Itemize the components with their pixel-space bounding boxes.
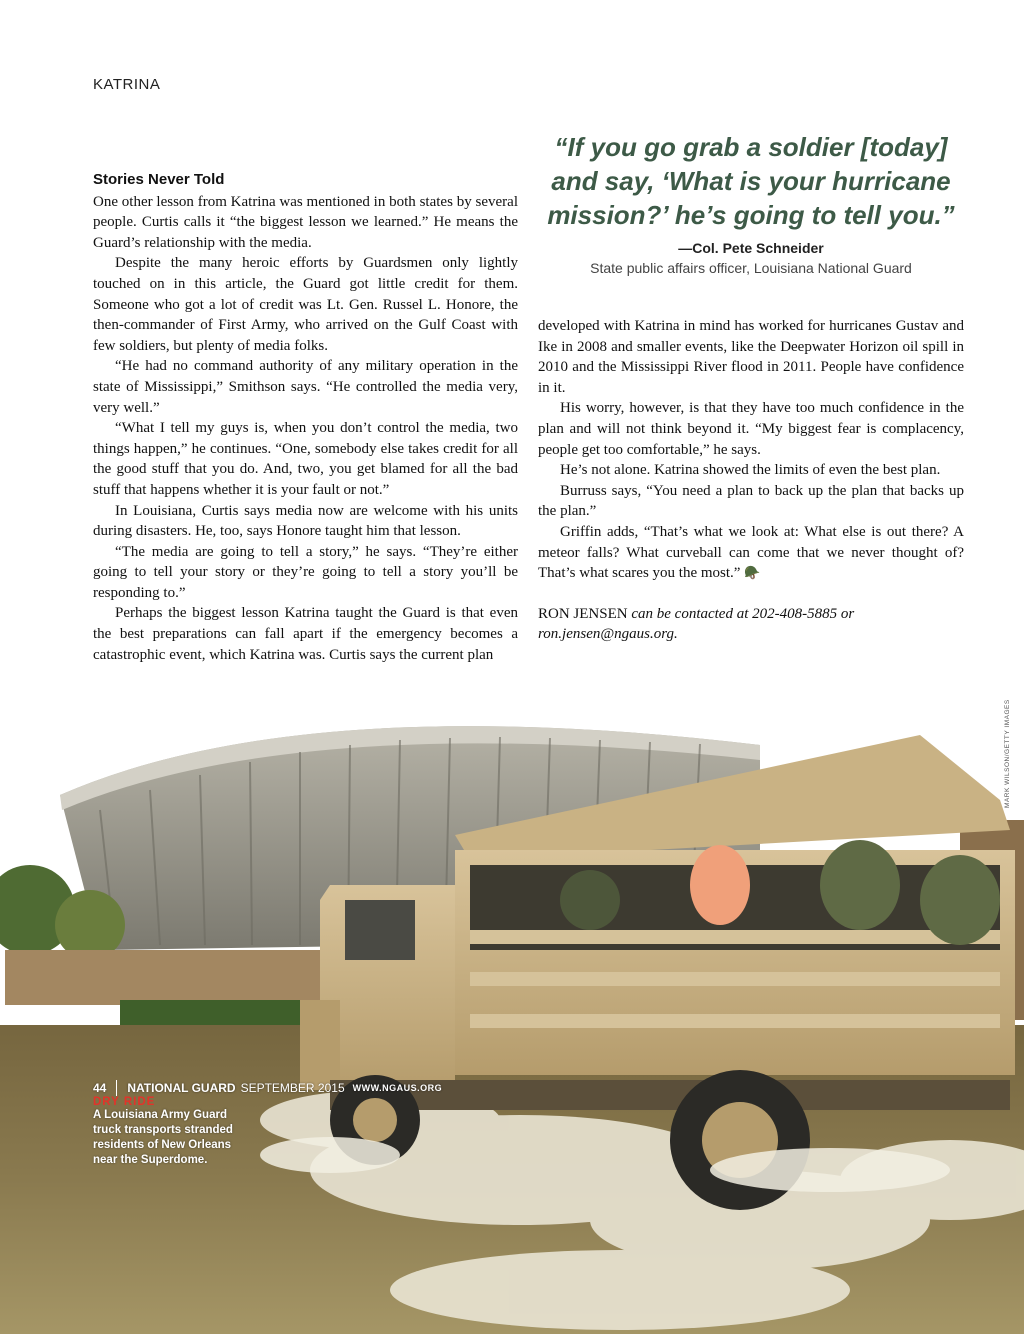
caption-head: DRY RIDE bbox=[93, 1096, 156, 1108]
pull-quote-text: “If you go grab a soldier [today] and say, ‘What is your hurricane mission?’ he’s going to tell you.” bbox=[547, 132, 955, 230]
page-number: 44 bbox=[93, 1081, 107, 1095]
issue-date: SEPTEMBER 2015 bbox=[240, 1081, 345, 1095]
author-contact: can be contacted at 202-408-5885 or ron.jensen@ngaus.org. bbox=[538, 605, 855, 643]
paragraph-last bbox=[538, 522, 964, 584]
end-mark-icon: 🪖 bbox=[744, 565, 761, 581]
section-label: KATRINA bbox=[93, 76, 161, 93]
caption-body: A Louisiana Army Guard truck transports stranded residents of New Orleans near the Superdome. bbox=[93, 1109, 233, 1166]
author-name: RON JENSEN bbox=[538, 605, 628, 622]
paragraph: developed with Katrina in mind has worked for hurricanes Gustav and Ike in 2008 and smaller events, like the Deepwater Horizon oil spill in 2010 and the Mississippi River flood in 2011. People have confidence in it. bbox=[538, 318, 964, 396]
article-column-right bbox=[538, 316, 964, 645]
author-signoff bbox=[538, 604, 964, 645]
paragraph: Perhaps the biggest lesson Katrina taught the Guard is that even the best preparations can fall apart if the emergency becomes a catastrophic event, which Katrina was. Curtis says the current plan bbox=[93, 605, 518, 663]
magazine-name: NATIONAL GUARD bbox=[127, 1081, 236, 1095]
paragraph: In Louisiana, Curtis says media now are welcome with his units during disasters. He, too, says Honore taught him that lesson. bbox=[93, 502, 518, 540]
website-link[interactable]: WWW.NGAUS.ORG bbox=[352, 1083, 443, 1093]
subhead: Stories Never Told bbox=[93, 171, 225, 188]
paragraph: He’s not alone. Katrina showed the limits of even the best plan. bbox=[560, 462, 941, 479]
paragraph: “He had no command authority of any military operation in the state of Mississippi,” Smithson says. “He controlled the media very, very well.” bbox=[93, 358, 518, 416]
pull-quote-attribution: —Col. Pete Schneider bbox=[678, 240, 824, 256]
paragraph: “What I tell my guys is, when you don’t control the media, two things happen,” he continues. “One, somebody else takes credit for all the good stuff that you do. And, two, you get blamed for all the bad stuff that happens whether it is your fault or not.” bbox=[93, 420, 518, 498]
photo-credit: MARK WILSON/GETTY IMAGES bbox=[1004, 699, 1011, 808]
paragraph: His worry, however, is that they have too much confidence in the plan and will not think beyond it. “My biggest fear is complacency, people get too comfortable,” he says. bbox=[538, 400, 964, 458]
page-footer bbox=[93, 1079, 442, 1097]
paragraph-text: Griffin adds, “That’s what we look at: What else is out there? A meteor falls? What curveball can come that we never thought of? That’s what scares you the most.” bbox=[538, 523, 964, 582]
pull-quote-role: State public affairs officer, Louisiana National Guard bbox=[590, 260, 912, 276]
pull-quote bbox=[538, 130, 964, 276]
footer-divider bbox=[116, 1080, 117, 1096]
paragraph: Despite the many heroic efforts by Guardsmen only lightly touched on in this article, the Guard got little credit for them. Someone who got a lot of credit was Lt. Gen. Russel L. Honore, the then-commander of First Army, who arrived on the Gulf Coast with few soldiers, but plenty of media folks. bbox=[93, 255, 518, 354]
photo-caption bbox=[93, 1096, 258, 1168]
article-column-left bbox=[93, 170, 518, 665]
paragraph: “The media are going to tell a story,” he says. “They’re either going to tell your story or they’re going to tell a story you’ll be responding to.” bbox=[93, 543, 518, 601]
paragraph: Burruss says, “You need a plan to back up the plan that backs up the plan.” bbox=[538, 482, 964, 520]
paragraph: One other lesson from Katrina was mentioned in both states by several people. Curtis calls it “the biggest lesson we learned.” He means the Guard’s relationship with the media. bbox=[93, 193, 518, 251]
photo-superdome-truck bbox=[0, 700, 1024, 1334]
